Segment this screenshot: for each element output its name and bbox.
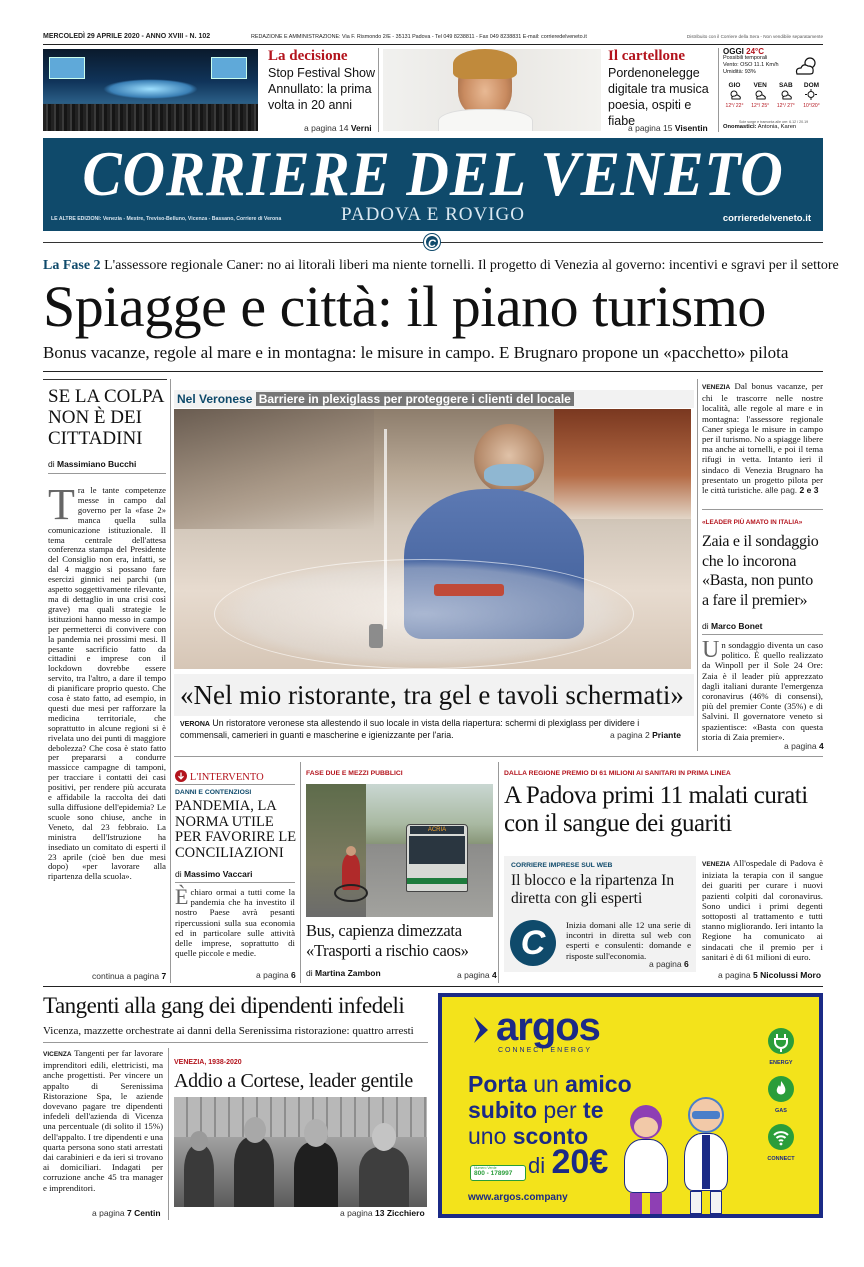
masthead (43, 138, 823, 231)
onomastico-names: Antonia, Karen (757, 124, 797, 130)
sun-cloud-icon (728, 89, 742, 100)
zaia-body: Un sondaggio diventa un caso politico. È quello realizzato da Winpoll per il Sole 24 Ore: Zaia è il leader più apprezzato dagli italiani durante l'emergenza coronavirus (46% di consensi), più del premier Conte (35%) e di Salvini. Il governatore veneto si spazientisce: «Basta con questa storia di Zaia premier». (702, 637, 823, 742)
weather-desc: Possibili temporali (723, 55, 768, 61)
intervento-headline[interactable]: PANDEMIA, LA NORMA UTILE PER FAVORIRE LE CONCILIAZIONI (175, 798, 297, 861)
argos-logo-sub: CONNECT ENERGY (498, 1047, 592, 1054)
weather-wind: Vento: OSO 11.1 Km/h (723, 62, 779, 68)
editorial-body: Tra le tante competenze messe in campo dal governo per la «fase 2» manca quella sulla comunicazione istituzionale. Il tema centrale dell'attesa conferenza stampa del Presidente del Consiglio non era, infatti, se dal 4 maggio si possano fare esercizi ginnici nei parchi (un aspetto soggettivamente rilevante, ma di dettaglio in una crisi così grave) ma quali strategie le istituzioni hanno messo in campo per permetterci di convivere con la pandemia nei prossimi mesi. Il pesante sacrificio fatto da cittadini e imprese con il lockdown dovrebbe essere servito, tra l'altro, a dare il tempo di pianificare proprio questo. Che cosa è stato fatto, ad esempio, in questi due mesi per rafforzare la medicina territoriale, che soprattutto in alcune regioni si è rivelata uno dei punti di maggiore debolezza? Che cosa è stato fatto per prepararsi a condurre massicce campagne di tamponi, per tracciare i contatti dei casi positivi, per rendere più accurata e affidabile la raccolta dei dati sulla diffusione dell'epidemia? Le scuole sono chiuse, anche in Veneto, dal 23 febbraio. La ministra dell'Istruzione ha insediato un comitato di esperti il 23 aprile (cioè ben due mesi dopo) «per lavorare alla ripartenza della scuola». (48, 480, 166, 882)
tangenti-subhead: Vicenza, mazzette orchestrate ai danni della Serenissima ristorazione: quattro arresti (43, 1025, 414, 1037)
restaurant-photo (174, 409, 691, 669)
intervento-byline: di Massimo Vaccari (175, 869, 253, 879)
photo-story-tag-text: Barriere in plexiglass per proteggere i clienti del locale (256, 392, 574, 406)
imprese-box[interactable] (504, 856, 696, 972)
forecast-day-3: SAB 12°/ 27° (776, 82, 795, 109)
turismo-body: VENEZIA Dal bonus vacanze, per chi le trascorre nelle nostre località, alle regole al mare e in montagna: l'assessore regionale Caner spiega le misure in campo per il turismo. No a spiagge libere ma anche ai tornelli, e poi il tema rifugi in vetta. Intanto ieri il sindaco di Venezia Brugnaro ha presentato un progetto pilota per le città turistiche. alle pag. 2 e 3 (702, 381, 823, 496)
zaia-byline: di Marco Bonet (702, 621, 763, 631)
intervento-label-row: L'INTERVENTO (175, 770, 295, 783)
lead-headline[interactable]: Spiagge e città: il piano turismo (43, 274, 766, 339)
weather-humidity: Umidità: 93% (723, 69, 756, 75)
teaser-1-kicker: La decisione (268, 48, 348, 64)
ad-phone-badge[interactable]: Numero Verde 800 - 178997 (470, 1165, 526, 1181)
tangenti-body: VICENZA Tangenti per far lavorare imprenditori edili, elettricisti, ma anche progettisti. Per vincere un appalto di Serenissima Ristorazione Spa, le aziende dovevano pagare tre dipendenti infedeli dell'azienda di Vicenza una percentuale (di solito il 15%) dell'appalto. I tre dipendenti e una quarta persona sono stati arrestati dai carabinieri e da ieri si trovano ai domiciliari. Indagati per corruzione anche 45 tra manager e imprenditori. (43, 1048, 163, 1193)
cortese-page-ref[interactable]: a pagina 13 Zicchiero (340, 1208, 425, 1218)
ad-energy-item: ENERGY (760, 1027, 802, 1066)
bus-photo (306, 784, 493, 917)
bus-destination-sign: ACRIA (410, 826, 464, 834)
padova-kicker: DALLA REGIONE PREMIO DI 61 MILIONI AI SANITARI IN PRIMA LINEA (504, 770, 731, 777)
turismo-page-ref[interactable]: alle pag. 2 e 3 (765, 485, 819, 496)
distribution-note: Distribuito con il Corriere della Sera - Non vendibile separatamente (686, 34, 823, 39)
corriere-imprese-logo-icon: C (510, 920, 556, 966)
other-editions: LE ALTRE EDIZIONI: Venezia - Mestre, Treviso-Belluno, Vicenza - Bassano, Corriere di Verona (51, 216, 282, 222)
editorial-continue[interactable]: continua a pagina 7 (92, 971, 167, 981)
lead-kicker: La Fase 2 (43, 258, 101, 273)
storm-cloud-icon (793, 56, 819, 78)
plug-icon (767, 1027, 795, 1055)
weather-today-temp: 24°C (746, 47, 764, 56)
masthead-url[interactable]: corrieredelveneto.it (722, 213, 811, 224)
forecast-day-2: VEN 12°/ 25° (751, 82, 770, 109)
forecast-day-4: DOM 10°/20° (803, 82, 820, 109)
festival-show-photo (43, 49, 258, 131)
imprese-kicker: CORRIERE IMPRESE SUL WEB (511, 862, 613, 869)
intervento-page-ref[interactable]: a pagina 6 (256, 970, 296, 980)
onomastico-label: Onomastici: (723, 124, 757, 130)
bus-headline[interactable]: Bus, capienza dimezzata «Trasporti a rischio caos» (306, 921, 469, 960)
teaser-1-page-ref[interactable]: a pagina 14 Verni (304, 123, 372, 133)
weather-today-label: OGGI (723, 47, 744, 56)
ad-character-right (680, 1097, 732, 1214)
cortese-kicker: VENEZIA, 1938-2020 (174, 1059, 242, 1066)
teaser-2-page-ref[interactable]: a pagina 15 Visentin (628, 123, 708, 133)
lead-summary: L'assessore regionale Caner: no ai litorali liberi ma niente tornelli. Il progetto di Venezia al governo: incentivi e sgravi per il settore (104, 258, 839, 273)
padova-headline[interactable]: A Padova primi 11 malati curati con il sangue dei guariti (504, 782, 808, 837)
ad-character-left (620, 1105, 672, 1214)
wifi-icon (767, 1123, 795, 1151)
lead-subhead: Bonus vacanze, regole al mare e in montagna: le misure in campo. E Brugnaro propone un «pacchetto» pilota (43, 343, 789, 362)
cortese-headline[interactable]: Addio a Cortese, leader gentile (174, 1070, 413, 1092)
ad-connect-item: CONNECT (760, 1123, 802, 1162)
imprese-body: Inizia domani alle 12 una serie di incontri in diretta sul web con esperti e consulenti: domande e risposte sull'economia. (566, 920, 691, 961)
photo-story-headline[interactable]: «Nel mio ristorante, tra gel e tavoli schermati» (180, 680, 684, 710)
ad-line-4: di 20€ (528, 1143, 609, 1181)
bus-byline: di Martina Zambon (306, 968, 381, 978)
redazione-info: REDAZIONE E AMMINISTRAZIONE: Via F. Rismondo 2/E - 35131 Padova - Tel 049 8238811 - Fax 049 8238831 E-mail: corrieredelveneto.it (251, 34, 587, 40)
padova-page-ref[interactable]: a pagina 5 Nicolussi Moro (718, 970, 822, 980)
ad-url[interactable]: www.argos.company (468, 1192, 568, 1203)
corriere-logo-icon: C (424, 234, 440, 250)
zaia-page-ref[interactable]: a pagina 4 (784, 741, 824, 751)
sun-cloud-icon (753, 89, 767, 100)
cortese-photo (174, 1097, 427, 1207)
photo-story-tag: Nel Veronese (177, 392, 253, 406)
intervento-body: Èchiaro ormai a tutti come la pandemia che ha investito il nostro Paese avrà pesanti ripercussioni sulla sua economia ed in particolare sulle attività delle imprese, soprattutto di quelle piccole e medie. (175, 884, 295, 959)
editorial-dropcap: T (48, 480, 75, 529)
ad-line-2: subito per te (468, 1097, 604, 1123)
zaia-kicker: «LEADER PIÙ AMATO IN ITALIA» (702, 519, 803, 526)
flame-icon (767, 1075, 795, 1103)
padova-body: VENEZIA All'ospedale di Padova è iniziata la terapia con il sangue dei guariti per curare i nuovi pazienti colpiti dal coronavirus. Sono undici i primi degenti sottoposti al trattamento e tutti stanno migliorando. Ieri intanto la Regione ha comunicato ai sindacati che il premio per i sanitari è di 61 milioni di euro. (702, 858, 823, 962)
sun-cloud-icon (779, 89, 793, 100)
photo-story-caption: VERONA Un ristoratore veronese sta allestendo il suo locale in vista della riapertura: schermi di plexiglass per dividere i commensali, camerieri in guanti e mascherine e igienizzante per l'aria. (180, 718, 640, 740)
photo-story-page-ref[interactable]: a pagina 2 Priante (610, 730, 681, 740)
forecast-day-1: GIO 12°/ 22° (725, 82, 744, 109)
masthead-edition: PADOVA E ROVIGO (341, 204, 525, 225)
imprese-headline[interactable]: Il blocco e la ripartenza In diretta con gli esperti (511, 872, 675, 907)
ad-gas-item: GAS (760, 1075, 802, 1114)
sun-icon (804, 89, 818, 100)
sun-times: Sole sorge e tramonta alle ore: 6.12 / 20.19 (739, 120, 809, 124)
tangenti-page-ref[interactable]: a pagina 7 Centin (92, 1208, 161, 1218)
bus-kicker: FASE DUE E MEZZI PUBBLICI (306, 770, 403, 777)
intervento-kicker: DANNI E CONTENZIOSI (175, 789, 252, 796)
pordenonelegge-photo (383, 49, 601, 131)
tangenti-headline[interactable]: Tangenti alla gang dei dipendenti infedeli (43, 993, 405, 1018)
imprese-page-ref[interactable]: a pagina 6 (649, 959, 689, 969)
argos-logo-text: argos (496, 1005, 600, 1049)
teaser-2-kicker: Il cartellone (608, 48, 686, 64)
ad-line-3: uno sconto (468, 1123, 589, 1149)
argos-chevron-icon (472, 1015, 492, 1045)
editorial-title[interactable]: SE LA COLPA NON È DEI CITTADINI (48, 386, 164, 449)
dateline: MERCOLEDÌ 29 APRILE 2020 - ANNO XVIII - N. 102 (43, 33, 211, 40)
teaser-1-text: Stop Festival Show Annullato: la prima volta in 20 anni (268, 66, 375, 112)
weather-box (723, 48, 823, 132)
argos-advertisement[interactable] (438, 993, 823, 1218)
bus-page-ref[interactable]: a pagina 4 (457, 970, 497, 980)
masthead-title: CORRIERE DEL VENETO (82, 138, 784, 209)
arrow-down-circle-icon (175, 770, 187, 782)
zaia-headline[interactable]: Zaia e il sondaggio che lo incorona «Basta, non punto a fare il premier» (702, 533, 819, 609)
editorial-byline: di Massimiano Bucchi (48, 459, 137, 469)
ad-line-1: Porta un amico (468, 1071, 632, 1097)
teaser-2-text: Pordenonelegge digitale tra musica poesia, ospiti e fiabe (608, 66, 709, 128)
